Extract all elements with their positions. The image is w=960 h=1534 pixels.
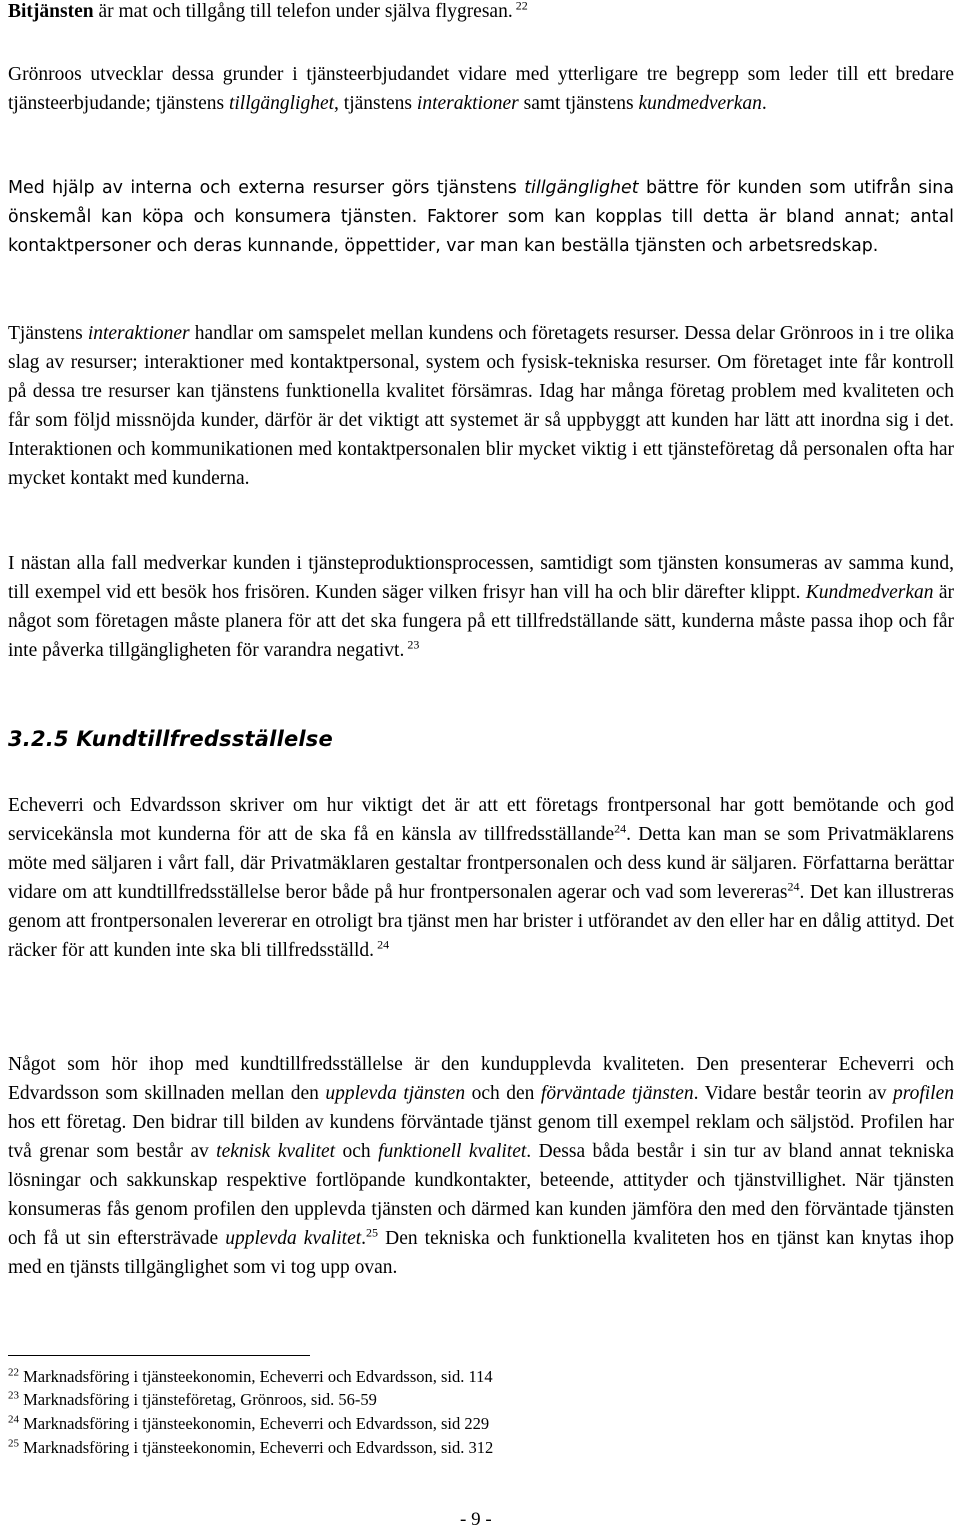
paragraph-gronroos: Grönroos utvecklar dessa grunder i tjänsteerbjudandet vidare med ytterligare tre begrepp som leder till ett bredare tjänsteerbjudande; tjänstens tillgänglighet, tjänstens interaktioner samt tjänstens kundmedverkan. <box>8 64 954 114</box>
term-bitjansten: Bitjänsten <box>8 1 94 22</box>
footnote-ref: 24 <box>614 821 627 836</box>
paragraph-tillganglighet: Med hjälp av interna och externa resurser görs tjänstens tillgänglighet bättre för kunden som utifrån sina önskemål kan köpa och konsumera tjänsten. Faktorer som kan kopplas till detta är bland annat; antal kontaktpersoner och deras kunnande, öppettider, var man kan beställa tjänsten och arbetsredskap. <box>8 178 954 256</box>
paragraph-kundmedverkan: I nästan alla fall medverkar kunden i tjänsteproduktionsprocessen, samtidigt som tjänsten konsumeras av samma kund, till exempel vid ett besök hos frisören. Kunden säger vilken frisyr han vill ha och blir därefter klippt. Kundmedverkan är något som företagen måste planera för att det ska fungera på ett tillfredställande sätt, kunderna måste passa ihop och får inte påverka tillgängligheten för varandra negativt. $^{23}$ <box>8 553 954 661</box>
paragraph-kundupplevd: Något som hör ihop med kundtillfredsställelse är den kundupplevda kvaliteten. Den presenterar Echeverri och Edvardsson som skillnaden mellan den upplevda tjänsten och den förväntade tjänsten. Vidare består teorin av profilen hos ett företag. Den bidrar till bilden av kundens förväntade tjänst genom till exempel reklam och säljstöd. Profilen har två grenar som består av teknisk kvalitet och funktionell kvalitet. Dessa båda består i sin tur av bland annat tekniska lösningar och sakkunskap respektive fortlöpande kundkontakter, beteende, attityder och tjänstvillighet. När tjänsten konsumeras fås genom profilen den upplevda tjänsten och därmed kan kunden jämföra den med den förväntade tjänsten och få ut sin eftersträvade upplevda kvalitet.$^{25}$ Den tekniska och funktionella kvaliteten hos en tjänst kan knytas ihop med en tjänsts tillgänglighet som vi tog upp ovan. <box>8 1054 955 1278</box>
footnote: $^{22}$ Marknadsföring i tjänsteekonomin, Echeverri och Edvardsson, sid. 114 <box>8 1366 493 1386</box>
footnote: $^{25}$ Marknadsföring i tjänsteekonomin, Echeverri och Edvardsson, sid. 312 <box>8 1437 494 1457</box>
footnote-ref: 24 <box>787 879 800 894</box>
paragraph-interaktioner: Tjänstens interaktioner handlar om samspelet mellan kundens och företagets resurser. Dessa delar Grönroos in i tre olika slag av resurser; interaktioner med kontaktpersonal, system och fysisk-tekniska resurser. Om företaget inte får kontroll på dessa tre resurser kan tjänstens funktionella kvalitet försämras. Idag har många företag problem med kvaliteten och får som följd missnöjda kunder, därför är det viktigt att systemet är så uppbyggt att kunden har lätt att inordna sig i det. Interaktionen och kommunikationen med kontaktpersonalen blir mycket viktig i ett tjänsteföretag då personalen ofta har mycket kontakt med kunderna. <box>8 323 955 489</box>
page-number: - 9 - <box>460 1509 492 1530</box>
footnote-divider <box>8 1355 310 1356</box>
footnote: $^{23}$ Marknadsföring i tjänsteföretag, Grönroos, sid. 56-59 <box>8 1389 377 1409</box>
paragraph-echeverri: Echeverri och Edvardsson skriver om hur viktigt det är att ett företags frontpersonal har gott bemötande och god servicekänsla mot kunderna för att de ska få en känsla av tillfredsställande$^{24}$. Detta kan man se som Privatmäklarens möte med säljaren i vårt fall, där Privatmäklaren gestaltar frontpersonalen och dess kund är säljaren. Författarna berättar vidare om att kundtillfredsställelse beror både på hur frontpersonalen agerar och vad som levereras$^{24}$. Det kan illustreras genom att frontpersonalen levererar en otroligt bra tjänst men har brister i utförandet av den eller har en dålig attityd. Det räcker för att kunden inte ska bli tillfredsställd. $^{24}$ <box>8 795 955 961</box>
footnote-ref: 25 <box>366 1225 379 1240</box>
section-heading: 3.2.5 Kundtillfredsställelse <box>8 727 333 751</box>
footnote-ref: 24 <box>374 937 390 952</box>
paragraph-bitjansten: Bitjänsten är mat och tillgång till telefon under själva flygresan. $^{22}$ <box>8 0 528 22</box>
footnote: $^{24}$ Marknadsföring i tjänsteekonomin, Echeverri och Edvardsson, sid 229 <box>8 1413 490 1433</box>
footnote-ref: 23 <box>404 637 420 652</box>
footnote-ref: 22 <box>512 0 528 13</box>
